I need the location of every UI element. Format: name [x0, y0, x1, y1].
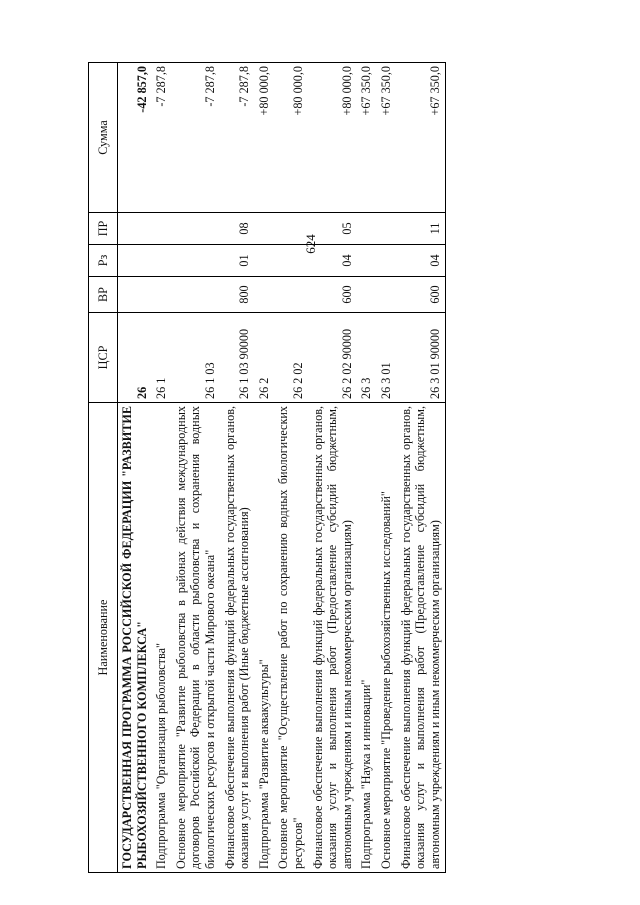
row-csr: 26 3: [357, 313, 377, 403]
row-sum: +80 000,0: [255, 63, 275, 213]
row-rz: [255, 245, 275, 277]
row-csr: 26 1 03 90000: [221, 313, 255, 403]
row-name: Основное мероприятие "Осуществление работ по сохранению водных биологических ресурсов": [274, 403, 308, 873]
row-name: Финансовое обеспечение выполнения функций федеральных государственных органов, оказания услуг и выполнения работ (Предоставление субсидий бюджетным, автономным учреждениям и иным некоммерческим организациям): [309, 403, 358, 873]
row-csr: 26 3 01: [377, 313, 397, 403]
header-rz: Рз: [89, 245, 118, 277]
row-rz: [152, 245, 172, 277]
header-sum: Сумма: [89, 63, 118, 213]
row-vr: [118, 277, 153, 313]
row-pr: [152, 213, 172, 245]
table-row: [309, 63, 358, 873]
row-pr: 05: [309, 213, 358, 245]
row-rz: [172, 245, 221, 277]
row-sum: +80 000,0: [309, 63, 358, 213]
row-csr: 26: [118, 313, 153, 403]
row-name: Финансовое обеспечение выполнения функций федеральных государственных органов, оказания услуг и выполнения работ (Иные бюджетные ассигнования): [221, 403, 255, 873]
row-csr: 26 2: [255, 313, 275, 403]
row-vr: [357, 277, 377, 313]
row-rz: [357, 245, 377, 277]
row-csr: 26 3 01 90000: [397, 313, 446, 403]
header-vr: ВР: [89, 277, 118, 313]
row-csr: 26 1: [152, 313, 172, 403]
table-header-row: [89, 63, 118, 873]
table-row: [357, 63, 377, 873]
row-vr: [172, 277, 221, 313]
row-rz: [118, 245, 153, 277]
row-sum: -7 287,8: [172, 63, 221, 213]
row-pr: [274, 213, 308, 245]
budget-table: [88, 62, 446, 873]
row-sum: -7 287,8: [152, 63, 172, 213]
row-vr: 600: [309, 277, 358, 313]
row-name: ГОСУДАРСТВЕННАЯ ПРОГРАММА РОССИЙСКОЙ ФЕДЕРАЦИИ "РАЗВИТИЕ РЫБОХОЗЯЙСТВЕННОГО КОМПЛЕКСА": [118, 403, 153, 873]
row-csr: 26 2 02: [274, 313, 308, 403]
row-pr: [255, 213, 275, 245]
table-row: [118, 63, 153, 873]
row-pr: 08: [221, 213, 255, 245]
row-pr: [172, 213, 221, 245]
table-row: [377, 63, 397, 873]
row-pr: [377, 213, 397, 245]
header-name: Наименование: [89, 403, 118, 873]
row-csr: 26 1 03: [172, 313, 221, 403]
row-vr: 600: [397, 277, 446, 313]
row-rz: 04: [309, 245, 358, 277]
budget-table-rotated: [88, 63, 596, 873]
table-row: [255, 63, 275, 873]
row-name: Подпрограмма "Организация рыболовства": [152, 403, 172, 873]
row-pr: [357, 213, 377, 245]
row-vr: [152, 277, 172, 313]
page-number: 624: [303, 234, 318, 254]
row-pr: [118, 213, 153, 245]
row-name: Основное мероприятие "Проведение рыбохозяйственных исследований": [377, 403, 397, 873]
row-vr: [377, 277, 397, 313]
row-name: Основное мероприятие "Развитие рыболовства в районах действия международных договоров Российской Федерации в области рыболовства и сохранения водных биологических ресурсов и открытой части Мирового океана": [172, 403, 221, 873]
row-rz: [274, 245, 308, 277]
row-name: Подпрограмма "Развитие аквакультуры": [255, 403, 275, 873]
table-row: [397, 63, 446, 873]
row-sum: -7 287,8: [221, 63, 255, 213]
row-name: Подпрограмма "Наука и инновации": [357, 403, 377, 873]
row-sum: +67 350,0: [377, 63, 397, 213]
row-name: Финансовое обеспечение выполнения функций федеральных государственных органов, оказания услуг и выполнения работ (Предоставление субсидий бюджетным, автономным учреждениям и иным некоммерческим организациям): [397, 403, 446, 873]
header-pr: ПР: [89, 213, 118, 245]
row-sum: +67 350,0: [397, 63, 446, 213]
row-rz: 01: [221, 245, 255, 277]
row-csr: 26 2 02 90000: [309, 313, 358, 403]
table-row: [152, 63, 172, 873]
row-pr: 11: [397, 213, 446, 245]
row-sum: +80 000,0: [274, 63, 308, 213]
header-csr: ЦСР: [89, 313, 118, 403]
row-rz: 04: [397, 245, 446, 277]
table-row: [274, 63, 308, 873]
row-sum: -42 857,0: [118, 63, 153, 213]
row-vr: [274, 277, 308, 313]
row-vr: 800: [221, 277, 255, 313]
table-row: [172, 63, 221, 873]
table-row: [221, 63, 255, 873]
row-vr: [255, 277, 275, 313]
row-rz: [377, 245, 397, 277]
row-sum: +67 350,0: [357, 63, 377, 213]
